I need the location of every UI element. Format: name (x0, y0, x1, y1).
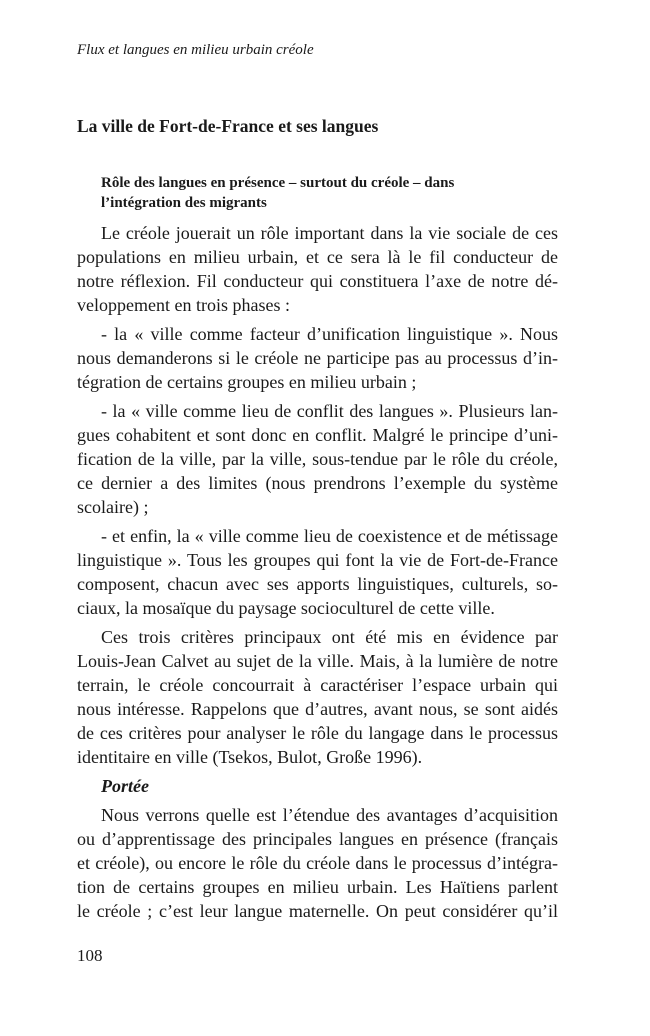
text-line: tégration de certains groupes en milieu urbain ; (77, 372, 417, 392)
text-line: terrain, le créole concourrait à caractériser l’espace urbain qui (77, 675, 558, 695)
paragraph (77, 322, 558, 394)
subsection-title-line: l’intégration des migrants (101, 195, 267, 211)
text-line: nous demanderons si le créole ne participe pas au processus d’in- (77, 348, 558, 368)
text-line: le créole ; c’est leur langue maternelle. On peut considérer qu’il (77, 901, 558, 921)
paragraph (77, 399, 558, 519)
text-line: nous intéresse. Rappelons que d’autres, avant nous, se sont aidés (77, 699, 558, 719)
text-line: ciaux, la mosaïque du paysage socioculturel de cette ville. (77, 598, 495, 618)
text-line: linguistique ». Tous les groupes qui font la vie de Fort-de-France (77, 550, 558, 570)
text-line: - et enfin, la « ville comme lieu de coexistence et de métissage (101, 526, 558, 546)
text-line: - la « ville comme facteur d’unification linguistique ». Nous (101, 324, 558, 344)
text-line: tion de certains groupes en milieu urbain. Les Haïtiens parlent (77, 877, 558, 897)
text-line: Louis-Jean Calvet au sujet de la ville. Mais, à la lumière de notre (77, 651, 558, 671)
paragraph (77, 221, 558, 317)
text-line: Nous verrons quelle est l’étendue des avantages d’acquisition (101, 805, 558, 825)
subsection-title-line: Rôle des langues en présence – surtout du créole – dans (101, 175, 455, 191)
subheading: Portée (101, 776, 149, 796)
text-line: et créole), ou encore le rôle du créole dans le processus d’intégra- (77, 853, 558, 873)
paragraph (77, 625, 558, 769)
text-line: fication de la ville, par la ville, sous-tendue par le rôle du créole, (77, 449, 558, 469)
text-line: ou d’apprentissage des principales langues en présence (français (77, 829, 558, 849)
text-line: Le créole jouerait un rôle important dans la vie sociale de ces (101, 223, 558, 243)
text-line: notre réflexion. Fil conducteur qui constituera l’axe de notre dé- (77, 271, 558, 291)
section-title: La ville de Fort-de-France et ses langues (77, 116, 379, 136)
subsection-title (101, 173, 454, 213)
text-line: identitaire en ville (Tsekos, Bulot, Große 1996). (77, 747, 423, 767)
paragraph (77, 524, 558, 620)
text-line: veloppement en trois phases : (77, 295, 290, 315)
text-line: ce dernier a des limites (nous prendrons l’exemple du système (77, 473, 558, 493)
paragraph (77, 803, 558, 923)
text-line: populations en milieu urbain, et ce sera là le fil conducteur de (77, 247, 558, 267)
text-line: composent, chacun avec ses apports linguistiques, culturels, so- (77, 574, 558, 594)
text-line: gues cohabitent et sont donc en conflit. Malgré le principe d’uni- (77, 425, 558, 445)
running-head: Flux et langues en milieu urbain créole (77, 42, 314, 58)
page-number: 108 (77, 946, 103, 965)
text-line: scolaire) ; (77, 497, 149, 517)
body-text (77, 221, 558, 923)
text-line: Ces trois critères principaux ont été mis en évidence par (101, 627, 558, 647)
text-line: - la « ville comme lieu de conflit des langues ». Plusieurs lan- (101, 401, 558, 421)
text-line: de ces critères pour analyser le rôle du langage dans le processus (77, 723, 558, 743)
